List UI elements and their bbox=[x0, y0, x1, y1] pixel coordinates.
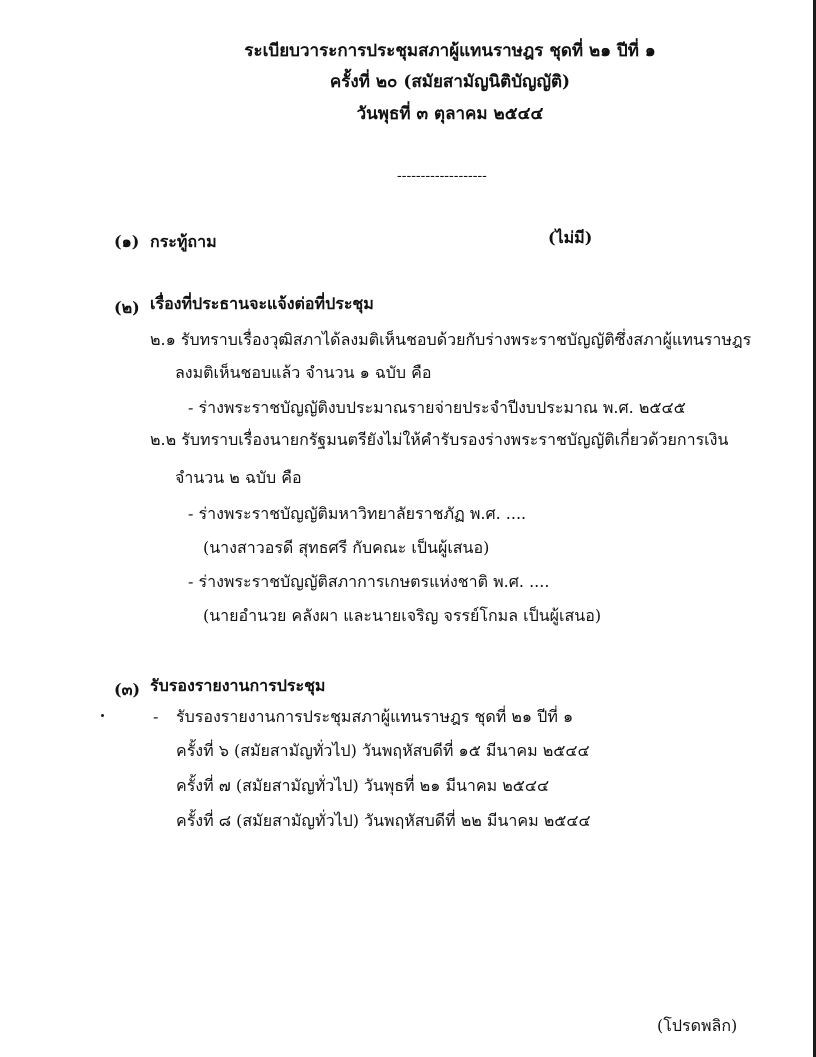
item-2-1-line-2: ลงมติเห็นชอบแล้ว จำนวน ๑ ฉบับ คือ bbox=[175, 363, 432, 382]
section-3-title: รับรองรายงานการประชุม bbox=[150, 676, 326, 695]
section-1-note: (ไม่มี) bbox=[548, 228, 593, 247]
turn-over-note: (โปรดพลิก) bbox=[657, 1016, 738, 1035]
section-2-number: (๒) bbox=[114, 298, 140, 317]
section-3-number: (๓) bbox=[114, 680, 141, 699]
agenda-title: ระเบียบวาระการประชุมสภาผู้แทนราษฎร ชุดที่ ๒๑ ปีที่ ๑ bbox=[244, 41, 656, 61]
item-2-2-bullet-1: - ร่างพระราชบัญญัติมหาวิทยาลัยราชภัฏ พ.ศ. .... bbox=[188, 504, 527, 523]
scan-speck bbox=[101, 714, 104, 717]
section-3-line-4: ครั้งที่ ๘ (สมัยสามัญทั่วไป) วันพฤหัสบดีที่ ๒๒ มีนาคม ๒๕๔๔ bbox=[176, 811, 591, 830]
item-2-1-line-1: ๒.๑ รับทราบเรื่องวุฒิสภาได้ลงมติเห็นชอบด้วยกับร่างพระราชบัญญัติซึ่งสภาผู้แทนราษฎร bbox=[150, 330, 752, 349]
section-3-dash: - bbox=[153, 707, 159, 726]
meeting-date: วันพุธที่ ๓ ตุลาคม ๒๕๔๔ bbox=[356, 104, 544, 124]
section-1-title: กระทู้ถาม bbox=[150, 232, 217, 251]
section-3-line-1: รับรองรายงานการประชุมสภาผู้แทนราษฎร ชุดที่ ๒๑ ปีที่ ๑ bbox=[176, 707, 574, 726]
header-divider: ------------------- bbox=[397, 168, 487, 184]
section-3-line-3: ครั้งที่ ๗ (สมัยสามัญทั่วไป) วันพุธที่ ๒๑ มีนาคม ๒๕๔๔ bbox=[176, 776, 550, 795]
section-1-number: (๑) bbox=[114, 232, 140, 251]
item-2-2-bullet-1-proposer: (นางสาวอรดี สุทธศรี กับคณะ เป็นผู้เสนอ) bbox=[203, 538, 490, 557]
session-number: ครั้งที่ ๒๐ (สมัยสามัญนิติบัญญัติ) bbox=[329, 72, 571, 92]
section-3-line-2: ครั้งที่ ๖ (สมัยสามัญทั่วไป) วันพฤหัสบดีที่ ๑๕ มีนาคม ๒๕๔๔ bbox=[176, 741, 590, 760]
item-2-2-line-2: จำนวน ๒ ฉบับ คือ bbox=[175, 468, 302, 487]
item-2-2-line-1: ๒.๒ รับทราบเรื่องนายกรัฐมนตรียังไม่ให้คำรับรองร่างพระราชบัญญัติเกี่ยวด้วยการเงิน bbox=[150, 430, 729, 449]
item-2-1-bullet-1: - ร่างพระราชบัญญัติงบประมาณรายจ่ายประจำปีงบประมาณ พ.ศ. ๒๕๔๕ bbox=[188, 398, 686, 417]
item-2-2-bullet-2: - ร่างพระราชบัญญัติสภาการเกษตรแห่งชาติ พ.ศ. .... bbox=[188, 572, 550, 591]
item-2-2-bullet-2-proposer: (นายอำนวย คลังผา และนายเจริญ จรรย์โกมล เป็นผู้เสนอ) bbox=[203, 606, 602, 625]
section-2-title: เรื่องที่ประธานจะแจ้งต่อที่ประชุม bbox=[150, 294, 374, 313]
